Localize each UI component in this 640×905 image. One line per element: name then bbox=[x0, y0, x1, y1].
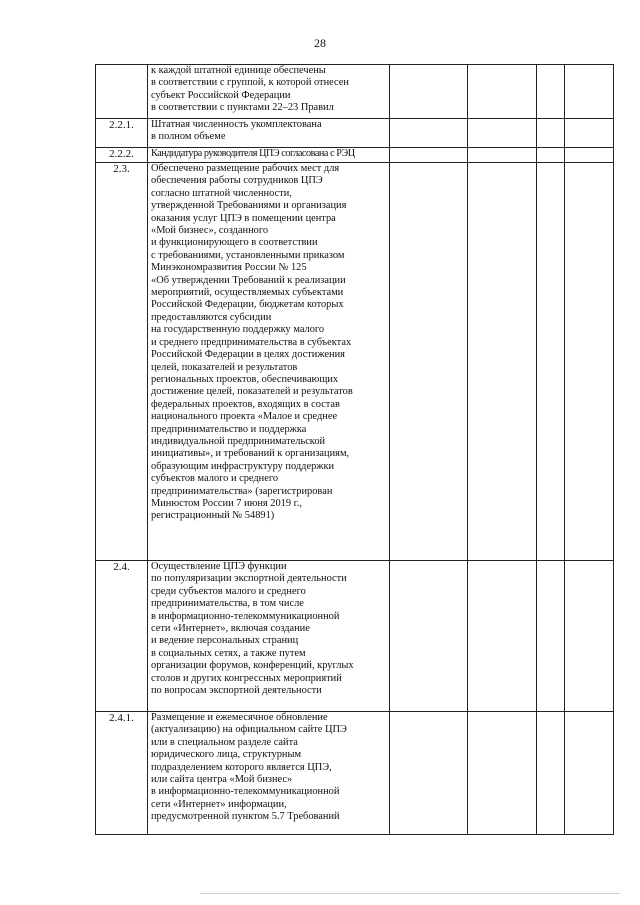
scan-edge-line bbox=[200, 893, 620, 894]
empty-cell bbox=[537, 119, 565, 148]
table-row bbox=[96, 119, 614, 148]
table-row bbox=[96, 148, 614, 163]
empty-cell bbox=[390, 148, 468, 163]
empty-cell bbox=[390, 65, 468, 119]
row-description: Осуществление ЦПЭ функции по популяризации экспортной деятельности среди субъектов малого и среднего предпринимательства, в том числе в информационно-телекоммуникационной сети «Интернет», включая создание и ведение персональных страниц в социальных сетях, а также путем организации форумов, конференций, круглых столов и других конгрессных мероприятий по вопросам экспортной деятельности bbox=[148, 561, 390, 712]
empty-cell bbox=[537, 712, 565, 835]
empty-cell bbox=[468, 712, 537, 835]
row-number: 2.4.1. bbox=[96, 712, 148, 835]
empty-cell bbox=[468, 65, 537, 119]
empty-cell bbox=[537, 561, 565, 712]
page-number: 28 bbox=[314, 36, 326, 50]
empty-cell bbox=[565, 561, 614, 712]
empty-cell bbox=[565, 712, 614, 835]
empty-cell bbox=[468, 119, 537, 148]
table-row bbox=[96, 163, 614, 561]
empty-cell bbox=[537, 163, 565, 561]
empty-cell bbox=[468, 148, 537, 163]
row-number: 2.3. bbox=[96, 163, 148, 561]
empty-cell bbox=[565, 65, 614, 119]
row-number: 2.4. bbox=[96, 561, 148, 712]
empty-cell bbox=[565, 163, 614, 561]
row-description: Обеспечено размещение рабочих мест для обеспечения работы сотрудников ЦПЭ согласно штатной численности, утвержденной Требованиями и организация оказания услуг ЦПЭ в помещении центра «Мой бизнес», созданного и функционирующего в соответствии с требованиями, установленными приказом Минэкономразвития России № 125 «Об утверждении Требований к реализации мероприятий, осуществляемых субъектами Российской Федерации, бюджетам которых предоставляются субсидии на государственную поддержку малого и среднего предпринимательства в субъектах Российской Федерации в целях достижения целей, показателей и результатов региональных проектов, обеспечивающих достижение целей, показателей и результатов федеральных проектов, входящих в состав национального проекта «Малое и среднее предпринимательство и поддержка индивидуальной предпринимательской инициативы», и требований к организациям, образующим инфраструктуру поддержки субъектов малого и среднего предпринимательства» (зарегистрирован Минюстом России 7 июня 2019 г., регистрационный № 54891) bbox=[148, 163, 390, 561]
row-description: Штатная численность укомплектована в полном объеме bbox=[148, 119, 390, 148]
row-number bbox=[96, 65, 148, 119]
row-number: 2.2.2. bbox=[96, 148, 148, 163]
empty-cell bbox=[390, 561, 468, 712]
empty-cell bbox=[565, 119, 614, 148]
table-row bbox=[96, 561, 614, 712]
row-description: к каждой штатной единице обеспечены в соответствии с группой, к которой отнесен субъект Российской Федерации в соответствии с пунктами 22–23 Правил bbox=[148, 65, 390, 119]
table-row bbox=[96, 712, 614, 835]
empty-cell bbox=[390, 712, 468, 835]
empty-cell bbox=[468, 163, 537, 561]
empty-cell bbox=[390, 119, 468, 148]
empty-cell bbox=[468, 561, 537, 712]
empty-cell bbox=[537, 65, 565, 119]
row-description: Размещение и ежемесячное обновление (актуализацию) на официальном сайте ЦПЭ или в специальном разделе сайта юридического лица, структурным подразделением которого является ЦПЭ, или сайта центра «Мой бизнес» в информационно-телекоммуникационной сети «Интернет» информации, предусмотренной пунктом 5.7 Требований bbox=[148, 712, 390, 835]
empty-cell bbox=[537, 148, 565, 163]
empty-cell bbox=[565, 148, 614, 163]
table-row bbox=[96, 65, 614, 119]
row-description: Кандидатура руководителя ЦПЭ согласована с РЭЦ bbox=[148, 148, 390, 163]
checklist-table bbox=[95, 64, 614, 835]
row-number: 2.2.1. bbox=[96, 119, 148, 148]
empty-cell bbox=[390, 163, 468, 561]
